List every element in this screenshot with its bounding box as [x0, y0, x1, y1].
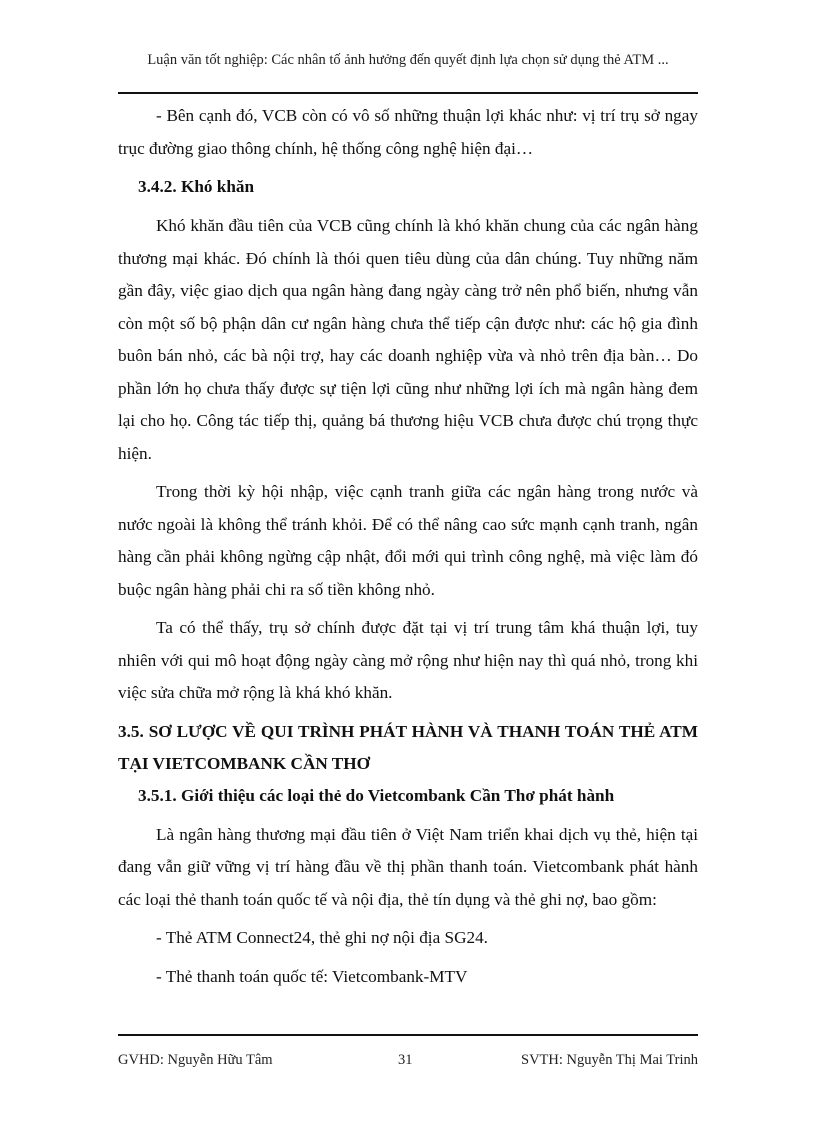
footer-rule — [118, 1034, 698, 1036]
heading-3-4-2: 3.4.2. Khó khăn — [138, 177, 255, 196]
header-rule — [118, 92, 698, 94]
page-number: 31 — [398, 1052, 413, 1068]
list-item-international: - Thẻ thanh toán quốc tế: Vietcombank-MTV — [156, 966, 468, 986]
paragraph-difficulties-3: Ta có thể thấy, trụ sở chính được đặt tại vị trí trung tâm khá thuận lợi, tuy nhiên với qui mô hoạt động ngày càng mở rộng như hiện nay thì quá nhỏ, trong khi việc sửa chữa mở rộng là khá khó khăn. — [118, 618, 698, 702]
list-item-connect24: - Thẻ ATM Connect24, thẻ ghi nợ nội địa SG24. — [156, 928, 488, 947]
footer-advisor: GVHD: Nguyễn Hữu Tâm — [118, 1052, 273, 1068]
paragraph-difficulties-1: Khó khăn đầu tiên của VCB cũng chính là khó khăn chung của các ngân hàng thương mại khác. Đó chính là thói quen tiêu dùng của dân chúng. Tuy những năm gần đây, việc giao dịch qua ngân hàng đang ngày càng trở nên phổ biến, nhưng vẫn còn một số bộ phận dân cư ngân hàng chưa thể tiếp cận được như: các hộ gia đình buôn bán nhỏ, các bà nội trợ, hay các doanh nghiệp vừa và nhỏ trên địa bàn… Do phần lớn họ chưa thấy được sự tiện lợi cũng như những lợi ích mà ngân hàng đem lại cho họ. Công tác tiếp thị, quảng bá thương hiệu VCB chưa được chú trọng thực hiện. — [118, 216, 698, 463]
paragraph-difficulties-2: Trong thời kỳ hội nhập, việc cạnh tranh giữa các ngân hàng trong nước và nước ngoài là không thể tránh khỏi. Để có thể nâng cao sức mạnh cạnh tranh, ngân hàng cần phải không ngừng cập nhật, đổi mới qui trình công nghệ, mà việc làm đó buộc ngân hàng phải chi ra số tiền không nhỏ. — [118, 482, 698, 599]
page-footer — [118, 1052, 698, 1072]
heading-3-5-1: 3.5.1. Giới thiệu các loại thẻ do Vietcombank Cần Thơ phát hành — [138, 785, 615, 805]
footer-student: SVTH: Nguyễn Thị Mai Trinh — [521, 1052, 698, 1068]
paragraph-advantages: - Bên cạnh đó, VCB còn có vô số những thuận lợi khác như: vị trí trụ sở ngay trục đường giao thông chính, hệ thống công nghệ hiện đại… — [118, 106, 698, 158]
page-body — [118, 100, 698, 999]
paragraph-card-intro: Là ngân hàng thương mại đầu tiên ở Việt Nam triển khai dịch vụ thẻ, hiện tại đang vẫn giữ vững vị trí hàng đầu về thị phần thanh toán. Vietcombank phát hành các loại thẻ thanh toán quốc tế và nội địa, thẻ tín dụng và thẻ ghi nợ, bao gồm: — [118, 824, 698, 909]
running-header: Luận văn tốt nghiệp: Các nhân tố ảnh hưởng đến quyết định lựa chọn sử dụng thẻ ATM ... — [147, 52, 669, 68]
heading-3-5: 3.5. SƠ LƯỢC VỀ QUI TRÌNH PHÁT HÀNH VÀ THANH TOÁN THẺ ATM TẠI VIETCOMBANK CẦN THƠ — [118, 721, 698, 773]
